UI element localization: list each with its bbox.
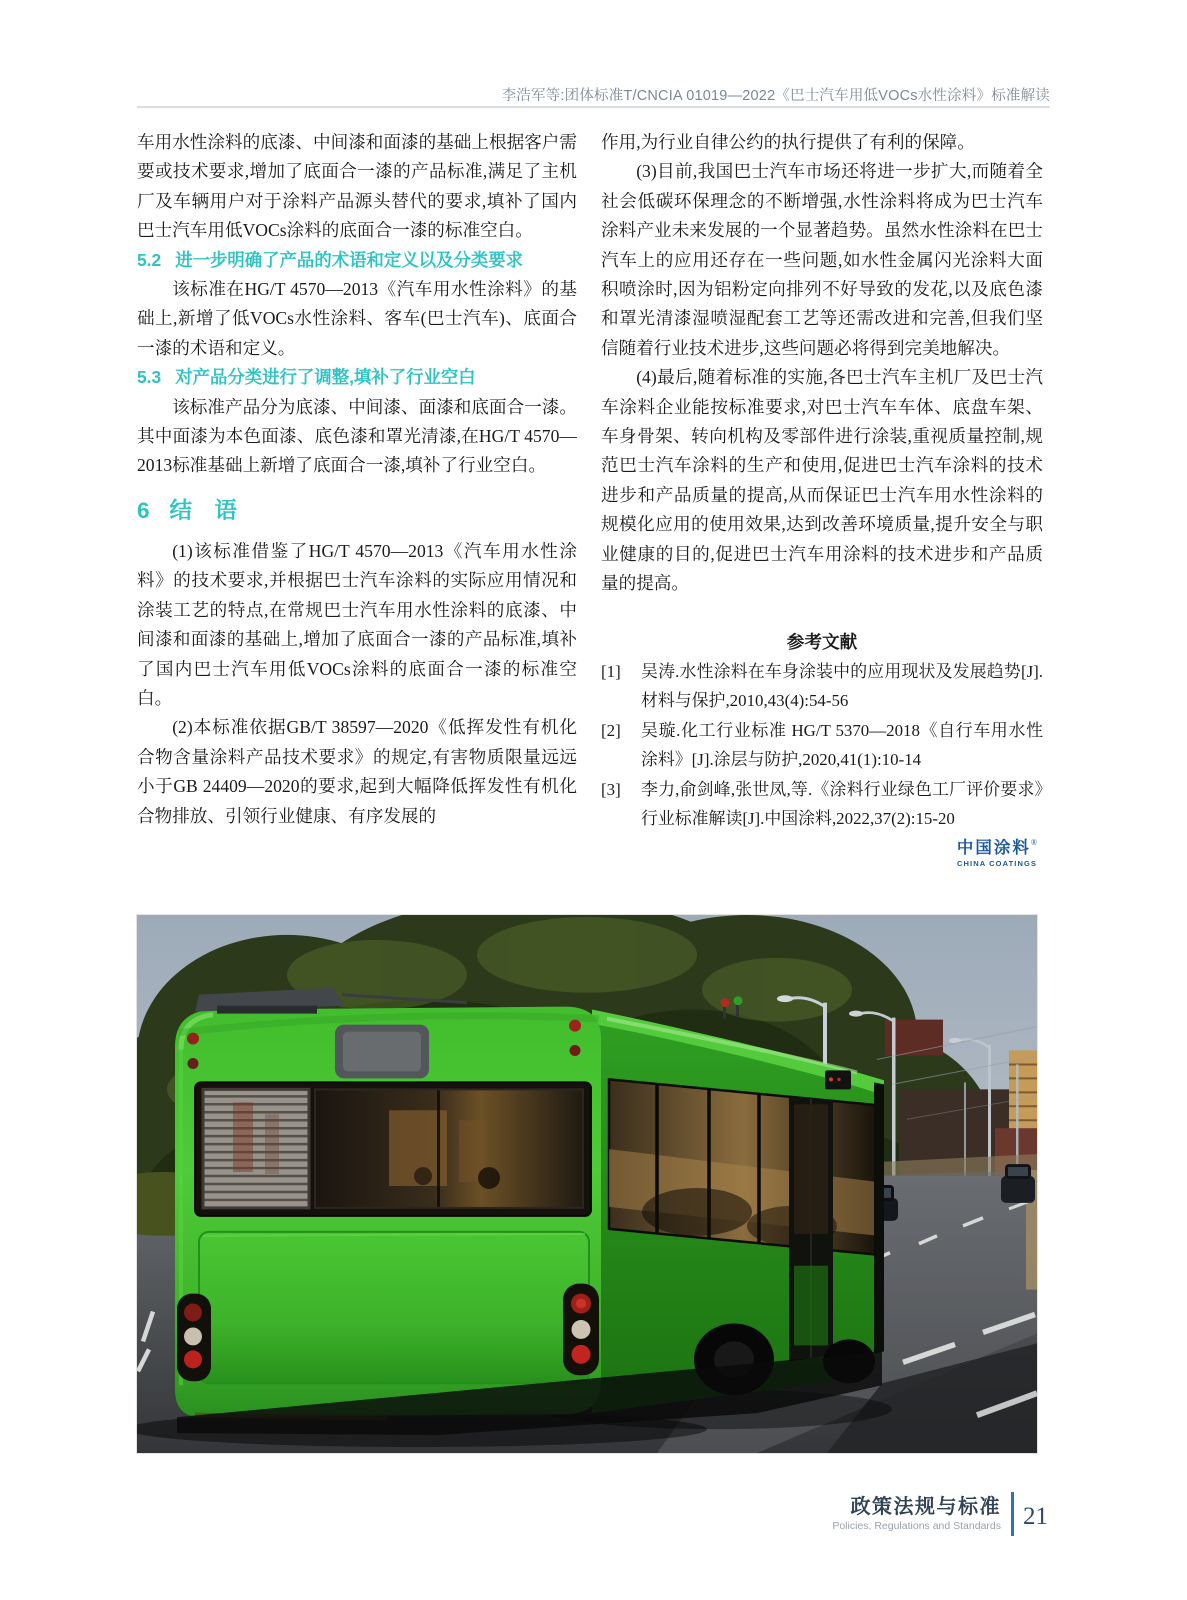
paragraph-6-1: (1)该标准借鉴了HG/T 4570—2013《汽车用水性涂料》的技术要求,并根据巴士汽车涂料的实际应用情况和涂装工艺的特点,在常规巴士汽车用水性涂料的底漆、中间漆和面漆的基础上,增加了底面合一漆的产品标准,填补了国内巴士汽车用低VOCs涂料的底面合一漆的标准空白。	[137, 540, 577, 708]
rear-window	[315, 1089, 583, 1208]
left-column	[137, 128, 577, 831]
logo-name-cn: 中国涂料	[956, 839, 1031, 858]
reference-text: 吴璇.化工行业标准 HG/T 5370—2018《自行车用水性涂料》[J].涂层与防护,2020,41(1):10-14	[641, 720, 1043, 770]
section-heading-6	[137, 496, 577, 526]
reference-item	[601, 775, 1043, 834]
section-number: 5.3	[137, 367, 162, 388]
paragraph-6-4: (4)最后,随着标准的实施,各巴士汽车主机厂及巴士汽车涂料企业能按标准要求,对巴士汽车车体、底盘车架、车身骨架、转向机构及零部件进行涂装,重视质量控制,规范巴士汽车涂料的生产和使用,促进巴士汽车涂料的技术进步和产品质量的提高,从而保证巴士汽车用水性涂料的规模化应用的使用效果,达到改善环境质量,提升安全与职业健康的目的,促进巴士汽车用涂料的技术进步和产品质量的提高。	[601, 367, 1043, 594]
reference-text: 吴涛.水性涂料在车身涂装中的应用现状及发展趋势[J].材料与保护,2010,43(4):54-56	[641, 661, 1043, 711]
rear-grille	[203, 1089, 309, 1208]
reference-item	[601, 716, 1043, 775]
section-heading-5-2	[137, 246, 577, 275]
reference-text: 李力,俞剑峰,张世凤,等.《涂料行业绿色工厂评价要求》行业标准解读[J].中国涂料,2022,37(2):15-20	[641, 779, 1043, 828]
paragraph-6-3: (3)目前,我国巴士汽车市场还将进一步扩大,而随着全社会低碳环保理念的不断增强,水性涂料将成为巴士汽车涂料产业未来发展的一个显著趋势。虽然水性涂料在巴士汽车上的应用还存在一些问题,如水性金属闪光涂料大面积喷涂时,因为铝粉定向排列不好导致的发花,以及底色漆和罩光清漆湿喷湿配套工艺等还需改进和完善,但我们坚信随着行业技术进步,这些问题必将得到完美地解决。	[601, 161, 1043, 358]
green-bus-street-photo	[137, 915, 1037, 1453]
footer-divider-bar	[1011, 1492, 1014, 1536]
header-rule	[137, 106, 1050, 108]
reference-label: [2]	[601, 720, 621, 740]
paragraph-5-3: 该标准产品分为底漆、中间漆、面漆和底面合一漆。其中面漆为本色面漆、底色漆和罩光清漆,在HG/T 4570—2013标准基础上新增了底面合一漆,填补了行业空白。	[137, 396, 577, 476]
paragraph-5-2: 该标准在HG/T 4570—2013《汽车用水性涂料》的基础上,新增了低VOCs水性涂料、客车(巴士汽车)、底面合一漆的术语和定义。	[137, 279, 577, 358]
section-number: 5.2	[137, 249, 162, 270]
tail-lights-right	[563, 1284, 599, 1376]
reference-label: [3]	[601, 779, 621, 799]
footer-section-en: Policies, Regulations and Standards	[832, 1519, 1001, 1532]
section-heading-5-3	[137, 363, 577, 392]
china-coatings-logo	[601, 839, 1043, 867]
registered-mark-icon: ®	[1030, 838, 1037, 848]
car-suv	[1001, 1164, 1035, 1203]
bus-photo-illustration	[137, 915, 1037, 1453]
logo-name-en: CHINA COATINGS	[957, 858, 1037, 868]
section-title: 结 语	[169, 497, 238, 523]
paragraph-6-2-continuation: 作用,为行业自律公约的执行提供了有利的保障。	[601, 132, 975, 152]
running-title: 李浩军等:团体标准T/CNCIA 01019—2022《巴士汽车用低VOCs水性涂料》标准解读	[501, 88, 1050, 104]
section-title: 对产品分类进行了调整,填补了行业空白	[175, 367, 476, 388]
footer-section-cn: 政策法规与标准	[850, 1495, 1001, 1518]
references-title: 参考文献	[786, 631, 858, 652]
reference-item	[601, 657, 1043, 716]
engine-panel	[199, 1232, 589, 1383]
tail-lights-left	[177, 1294, 211, 1382]
reference-label: [1]	[601, 661, 621, 681]
section-number: 6	[137, 497, 150, 523]
right-column	[601, 128, 1043, 867]
section-title: 进一步明确了产品的术语和定义以及分类要求	[175, 249, 524, 270]
page-footer	[832, 1489, 1048, 1539]
page-number: 21	[1023, 1503, 1048, 1530]
paragraph-intro-continuation: 车用水性涂料的底漆、中间漆和面漆的基础上根据客户需要或技术要求,增加了底面合一漆的产品标准,满足了主机厂及车辆用户对于涂料产品源头替代的要求,填补了国内巴士汽车用低VOCs涂料的底面合一漆的标准空白。	[137, 132, 577, 241]
paragraph-6-2: (2)本标准依据GB/T 38597—2020《低挥发性有机化合物含量涂料产品技术要求》的规定,有害物质限量远远小于GB 24409—2020的要求,起到大幅降低挥发性有机化合物排放、引领行业健康、有序发展的	[137, 717, 577, 826]
